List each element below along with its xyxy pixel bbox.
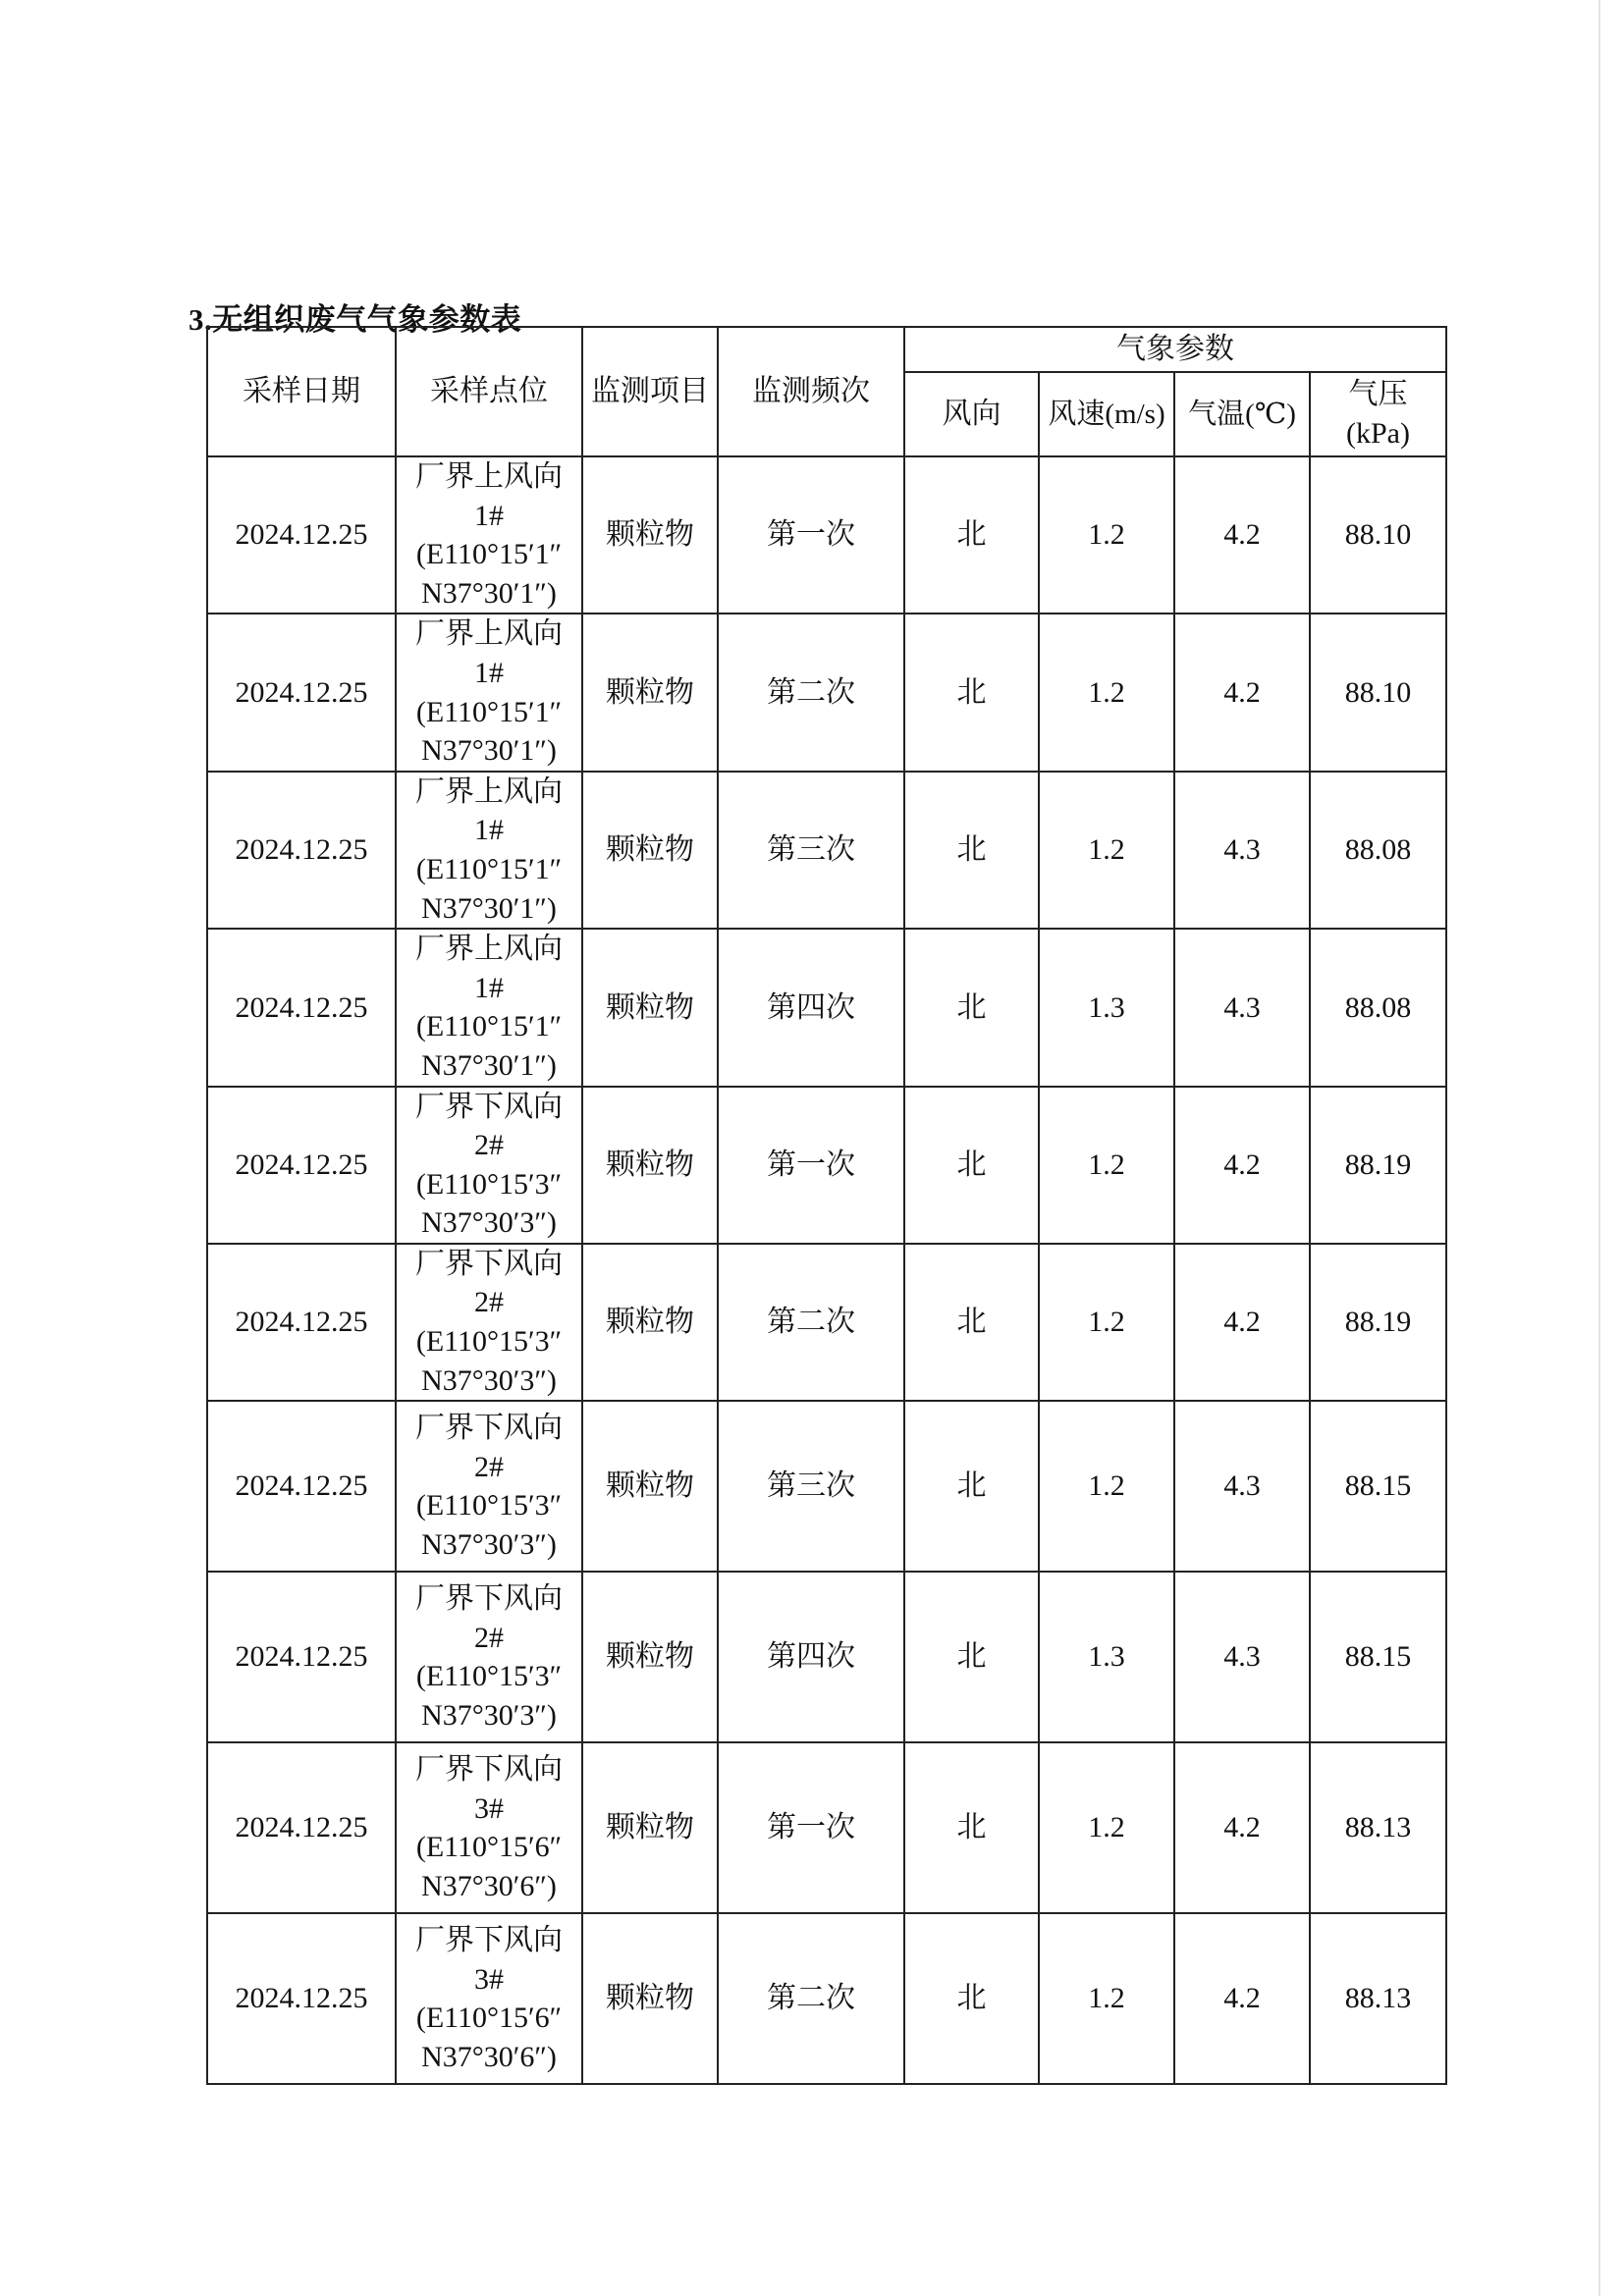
table-row	[207, 772, 1446, 929]
cell-temperature: 4.2	[1174, 1742, 1310, 1913]
cell-wind-direction: 北	[904, 1401, 1039, 1572]
cell-item: 颗粒物	[582, 1244, 718, 1401]
point-number: 2#	[474, 1450, 504, 1483]
cell-wind-direction: 北	[904, 614, 1039, 771]
cell-date: 2024.12.25	[207, 1572, 396, 1742]
cell-temperature: 4.2	[1174, 1087, 1310, 1244]
cell-temperature: 4.3	[1174, 1401, 1310, 1572]
cell-frequency: 第二次	[718, 1244, 904, 1401]
cell-wind-direction: 北	[904, 1742, 1039, 1913]
header-weather-group: 气象参数	[904, 327, 1446, 372]
point-number: 3#	[474, 1791, 504, 1825]
point-number: 2#	[474, 1621, 504, 1654]
point-name: 厂界上风向	[415, 933, 563, 966]
cell-item: 颗粒物	[582, 772, 718, 929]
point-name: 厂界上风向	[415, 774, 563, 808]
cell-point	[396, 1244, 582, 1401]
header-wind-speed: 风速(m/s)	[1039, 372, 1174, 456]
point-number: 2#	[474, 1286, 504, 1319]
cell-item: 颗粒物	[582, 1742, 718, 1913]
cell-wind-direction: 北	[904, 1913, 1039, 2084]
point-name: 厂界上风向	[415, 460, 563, 493]
cell-wind-direction: 北	[904, 456, 1039, 614]
page-edge-line	[1598, 0, 1600, 2296]
cell-date: 2024.12.25	[207, 772, 396, 929]
point-longitude: (E110°15′3″	[415, 1325, 563, 1359]
table-body	[207, 456, 1446, 2084]
point-number: 3#	[474, 1962, 504, 1996]
cell-pressure: 88.13	[1310, 1913, 1446, 2084]
cell-point	[396, 614, 582, 771]
cell-wind-speed: 1.2	[1039, 1087, 1174, 1244]
point-number: 1#	[474, 656, 504, 689]
cell-item: 颗粒物	[582, 1572, 718, 1742]
cell-wind-direction: 北	[904, 929, 1039, 1086]
cell-pressure: 88.08	[1310, 929, 1446, 1086]
cell-pressure: 88.10	[1310, 456, 1446, 614]
point-number: 1#	[474, 814, 504, 847]
cell-point	[396, 929, 582, 1086]
header-frequency: 监测频次	[718, 327, 904, 456]
header-pressure	[1310, 372, 1446, 456]
table-row	[207, 1572, 1446, 1742]
cell-point	[396, 456, 582, 614]
point-longitude: (E110°15′6″	[415, 2002, 563, 2035]
cell-wind-speed: 1.2	[1039, 1244, 1174, 1401]
point-name: 厂界下风向	[415, 1412, 563, 1445]
cell-item: 颗粒物	[582, 614, 718, 771]
point-name: 厂界下风向	[415, 1090, 563, 1123]
cell-wind-direction: 北	[904, 1572, 1039, 1742]
point-latitude: N37°30′3″)	[421, 1206, 557, 1240]
cell-temperature: 4.3	[1174, 772, 1310, 929]
cell-wind-direction: 北	[904, 772, 1039, 929]
header-pressure-unit: (kPa)	[1346, 417, 1410, 450]
point-latitude: N37°30′1″)	[421, 576, 557, 610]
cell-point	[396, 1572, 582, 1742]
cell-point	[396, 1742, 582, 1913]
point-name: 厂界上风向	[415, 617, 563, 651]
header-point: 采样点位	[396, 327, 582, 456]
cell-point	[396, 1087, 582, 1244]
point-latitude: N37°30′3″)	[421, 1698, 557, 1732]
table-row	[207, 1742, 1446, 1913]
point-name: 厂界下风向	[415, 1582, 563, 1616]
header-temperature: 气温(℃)	[1174, 372, 1310, 456]
cell-temperature: 4.2	[1174, 456, 1310, 614]
cell-frequency: 第一次	[718, 1742, 904, 1913]
point-longitude: (E110°15′3″	[415, 1167, 563, 1201]
cell-frequency: 第一次	[718, 456, 904, 614]
cell-wind-direction: 北	[904, 1244, 1039, 1401]
point-number: 1#	[474, 971, 504, 1004]
cell-frequency: 第二次	[718, 614, 904, 771]
point-name: 厂界下风向	[415, 1924, 563, 1957]
point-longitude: (E110°15′1″	[415, 1010, 563, 1043]
point-name: 厂界下风向	[415, 1753, 563, 1787]
cell-item: 颗粒物	[582, 1401, 718, 1572]
header-row-top	[207, 327, 1446, 372]
point-latitude: N37°30′6″)	[421, 1869, 557, 1902]
cell-date: 2024.12.25	[207, 456, 396, 614]
cell-pressure: 88.19	[1310, 1087, 1446, 1244]
cell-date: 2024.12.25	[207, 1244, 396, 1401]
point-longitude: (E110°15′1″	[415, 695, 563, 728]
cell-wind-speed: 1.3	[1039, 1572, 1174, 1742]
cell-wind-speed: 1.2	[1039, 1913, 1174, 2084]
cell-date: 2024.12.25	[207, 929, 396, 1086]
cell-wind-speed: 1.3	[1039, 929, 1174, 1086]
table-row	[207, 614, 1446, 771]
table-row	[207, 1087, 1446, 1244]
point-latitude: N37°30′3″)	[421, 1363, 557, 1397]
cell-date: 2024.12.25	[207, 1913, 396, 2084]
point-longitude: (E110°15′3″	[415, 1489, 563, 1522]
cell-wind-speed: 1.2	[1039, 772, 1174, 929]
cell-point	[396, 1401, 582, 1572]
table-row	[207, 929, 1446, 1086]
table-row	[207, 1244, 1446, 1401]
point-number: 2#	[474, 1129, 504, 1162]
cell-point	[396, 772, 582, 929]
cell-temperature: 4.2	[1174, 1244, 1310, 1401]
cell-wind-speed: 1.2	[1039, 456, 1174, 614]
cell-date: 2024.12.25	[207, 1742, 396, 1913]
header-item: 监测项目	[582, 327, 718, 456]
cell-date: 2024.12.25	[207, 614, 396, 771]
section-title: 3.无组织废气气象参数表	[189, 302, 522, 337]
table-row	[207, 456, 1446, 614]
point-latitude: N37°30′1″)	[421, 734, 557, 768]
weather-parameters-table	[206, 326, 1447, 2085]
cell-frequency: 第一次	[718, 1087, 904, 1244]
cell-item: 颗粒物	[582, 1087, 718, 1244]
cell-frequency: 第三次	[718, 772, 904, 929]
cell-pressure: 88.15	[1310, 1572, 1446, 1742]
cell-item: 颗粒物	[582, 456, 718, 614]
cell-temperature: 4.2	[1174, 1913, 1310, 2084]
cell-item: 颗粒物	[582, 929, 718, 1086]
cell-wind-speed: 1.2	[1039, 1742, 1174, 1913]
cell-temperature: 4.3	[1174, 929, 1310, 1086]
cell-pressure: 88.19	[1310, 1244, 1446, 1401]
cell-frequency: 第四次	[718, 929, 904, 1086]
header-date: 采样日期	[207, 327, 396, 456]
point-latitude: N37°30′1″)	[421, 891, 557, 925]
point-longitude: (E110°15′1″	[415, 852, 563, 885]
header-pressure-label: 气压	[1348, 378, 1408, 411]
table-row	[207, 1401, 1446, 1572]
cell-pressure: 88.13	[1310, 1742, 1446, 1913]
point-number: 1#	[474, 499, 504, 532]
cell-frequency: 第二次	[718, 1913, 904, 2084]
cell-pressure: 88.10	[1310, 614, 1446, 771]
table-row	[207, 1913, 1446, 2084]
cell-date: 2024.12.25	[207, 1401, 396, 1572]
cell-pressure: 88.08	[1310, 772, 1446, 929]
point-name: 厂界下风向	[415, 1247, 563, 1280]
point-latitude: N37°30′1″)	[421, 1048, 557, 1082]
cell-pressure: 88.15	[1310, 1401, 1446, 1572]
point-longitude: (E110°15′3″	[415, 1660, 563, 1693]
header-wind-direction: 风向	[904, 372, 1039, 456]
table-header	[207, 327, 1446, 456]
point-longitude: (E110°15′6″	[415, 1831, 563, 1864]
cell-temperature: 4.3	[1174, 1572, 1310, 1742]
point-longitude: (E110°15′1″	[415, 538, 563, 571]
cell-wind-direction: 北	[904, 1087, 1039, 1244]
cell-point	[396, 1913, 582, 2084]
point-latitude: N37°30′6″)	[421, 2040, 557, 2073]
cell-date: 2024.12.25	[207, 1087, 396, 1244]
cell-temperature: 4.2	[1174, 614, 1310, 771]
cell-frequency: 第三次	[718, 1401, 904, 1572]
cell-wind-speed: 1.2	[1039, 614, 1174, 771]
cell-item: 颗粒物	[582, 1913, 718, 2084]
cell-frequency: 第四次	[718, 1572, 904, 1742]
point-latitude: N37°30′3″)	[421, 1527, 557, 1561]
cell-wind-speed: 1.2	[1039, 1401, 1174, 1572]
